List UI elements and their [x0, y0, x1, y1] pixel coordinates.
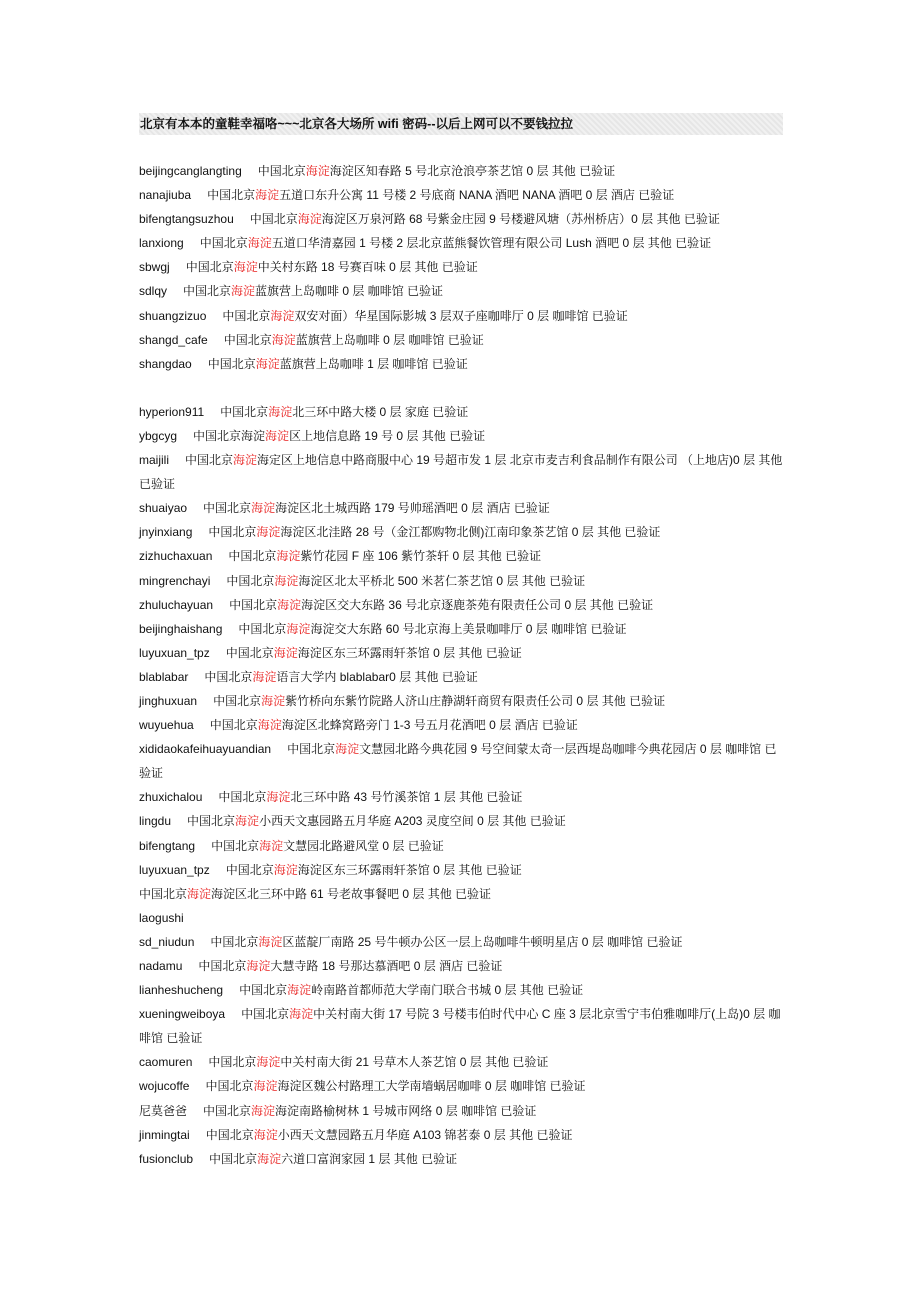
district-highlight: 海淀 [233, 453, 258, 468]
location-detail: 中关村南大街 17 号院 3 号楼韦伯时代中心 C 座 3 层北京雪宁韦伯雅咖啡厅(上岛)0 层 咖啡馆 已验证 [139, 1007, 781, 1046]
location-detail: 海淀区知春路 5 号北京沧浪亭茶艺馆 0 层 其他 已验证 [329, 164, 616, 178]
wifi-entry [139, 1123, 783, 1147]
location-prefix: 中国北京 [207, 356, 256, 371]
district-highlight: 海淀 [252, 669, 277, 684]
wifi-entry [139, 279, 783, 303]
district-highlight: 海淀 [257, 718, 282, 733]
district-highlight: 海淀 [335, 742, 360, 757]
district-highlight: 海淀 [235, 814, 260, 829]
location-prefix: 中国北京 [223, 332, 272, 347]
wifi-entry [139, 713, 783, 737]
location-prefix: 中国北京 [228, 549, 277, 564]
location-prefix: 中国北京 [204, 669, 253, 684]
location-prefix: 中国北京 [203, 501, 252, 516]
wifi-entry [139, 882, 783, 906]
wifi-entry [139, 448, 783, 496]
location-detail: 五道口东升公寓 11 号楼 2 号底商 NANA 酒吧 NANA 酒吧 0 层 酒店 已验证 [279, 188, 675, 203]
location-prefix: 中国北京 [210, 934, 259, 949]
location-detail: 语言大学内 blablabar0 层 其他 已验证 [276, 669, 478, 684]
wifi-ssid: bifengtangsuzhou [139, 212, 234, 227]
document-title: 北京有本本的童鞋幸福咯~~~北京各大场所 wifi 密码--以后上网可以不要钱拉拉 [139, 113, 783, 135]
wifi-entry [139, 593, 783, 617]
location-detail: 文慧园北路今典花园 9 号空间蒙太奇一层西堤岛咖啡今典花园店 0 层 咖啡馆 已验证 [139, 742, 777, 781]
district-highlight: 海淀 [277, 597, 302, 612]
wifi-ssid: lingdu [139, 814, 172, 829]
district-highlight: 海淀 [305, 164, 330, 178]
wifi-ssid: ybgcyg [139, 428, 178, 443]
wifi-ssid: xididaokafeihuayuandian [139, 742, 272, 757]
location-detail: 蓝旗营上岛咖啡 0 层 咖啡馆 已验证 [295, 332, 484, 347]
wifi-group-2 [139, 400, 783, 1171]
wifi-ssid: shuangzizuo [139, 308, 207, 323]
wifi-ssid: nanajiuba [139, 188, 192, 203]
district-highlight: 海淀 [255, 188, 280, 203]
location-detail: 海淀区东三环露雨轩茶馆 0 层 其他 已验证 [297, 645, 522, 660]
district-highlight: 海淀 [271, 332, 296, 347]
wifi-group-1 [139, 159, 783, 376]
wifi-entry [139, 400, 783, 424]
document-page [139, 113, 783, 1171]
location-detail: 海淀交大东路 60 号北京海上美景咖啡厅 0 层 咖啡馆 已验证 [310, 621, 627, 636]
wifi-ssid: laogushi [139, 910, 184, 925]
location-detail: 海淀区魏公村路理工大学南墙蜗居咖啡 0 层 咖啡馆 已验证 [277, 1079, 586, 1094]
wifi-list [139, 159, 783, 1171]
wifi-entry [139, 978, 783, 1002]
district-highlight: 海淀 [256, 525, 281, 540]
wifi-entry [139, 665, 783, 689]
wifi-entry [139, 1099, 783, 1123]
location-prefix: 中国北京 [185, 453, 234, 468]
wifi-entry [139, 617, 783, 641]
wifi-entry [139, 231, 783, 255]
wifi-entry [139, 809, 783, 833]
district-highlight: 海淀 [253, 1127, 278, 1142]
location-detail: 紫竹花园 F 座 106 紫竹茶轩 0 层 其他 已验证 [300, 549, 542, 564]
wifi-ssid: lanxiong [139, 236, 184, 251]
wifi-entry [139, 737, 783, 785]
wifi-ssid: bifengtang [139, 838, 196, 853]
district-highlight: 海淀 [287, 983, 312, 998]
district-highlight: 海淀 [247, 236, 272, 251]
wifi-ssid: mingrenchayi [139, 573, 211, 588]
location-prefix: 中国北京 [238, 621, 287, 636]
wifi-ssid: luyuxuan_tpz [139, 645, 210, 660]
wifi-entry [139, 183, 783, 207]
wifi-entry [139, 954, 783, 978]
wifi-entry [139, 641, 783, 665]
district-highlight: 海淀 [258, 934, 283, 949]
wifi-ssid: sbwgj [139, 260, 170, 275]
wifi-ssid: wuyuehua [139, 718, 194, 733]
location-detail: 紫竹桥向东紫竹院路人济山庄静湖轩商贸有限责任公司 0 层 其他 已验证 [285, 693, 666, 708]
location-prefix: 中国北京 [208, 525, 257, 540]
wifi-entry [139, 785, 783, 809]
district-highlight: 海淀 [266, 790, 291, 805]
location-detail: 北三环中路大楼 0 层 家庭 已验证 [292, 404, 469, 419]
district-highlight: 海淀 [276, 549, 301, 564]
district-highlight: 海淀 [265, 428, 290, 443]
wifi-entry [139, 544, 783, 568]
location-detail: 中关村南大街 21 号草木人茶艺馆 0 层 其他 已验证 [280, 1055, 549, 1070]
wifi-ssid: maijili [139, 453, 169, 468]
district-highlight: 海淀 [273, 645, 298, 660]
wifi-ssid: caomuren [139, 1055, 193, 1070]
wifi-entry [139, 159, 783, 183]
location-prefix: 中国北京 [209, 1151, 258, 1166]
location-detail: 中关村东路 18 号赛百味 0 层 其他 已验证 [257, 260, 478, 275]
wifi-ssid: beijingcanglangting [139, 164, 242, 178]
district-highlight: 海淀 [257, 1151, 282, 1166]
location-detail: 五道口华清嘉园 1 号楼 2 层北京蓝熊餐饮管理有限公司 Lush 酒吧 0 层 其他 已验证 [271, 236, 712, 251]
location-prefix: 中国北京 [139, 886, 188, 901]
wifi-entry [139, 1147, 783, 1171]
location-prefix: 中国北京 [220, 404, 269, 419]
location-detail: 海淀区东三环露雨轩茶馆 0 层 其他 已验证 [297, 862, 522, 877]
location-prefix: 中国北京 [207, 188, 256, 203]
location-prefix: 中国北京 [213, 693, 262, 708]
district-highlight: 海淀 [286, 621, 311, 636]
location-detail: 蓝旗营上岛咖啡 0 层 咖啡馆 已验证 [255, 284, 444, 299]
wifi-ssid: zhuxichalou [139, 790, 203, 805]
wifi-ssid: fusionclub [139, 1151, 194, 1166]
location-detail: 海淀区北太平桥北 500 米茗仁茶艺馆 0 层 其他 已验证 [298, 573, 586, 588]
location-prefix: 中国北京 [249, 212, 298, 227]
district-highlight: 海淀 [253, 1079, 278, 1094]
district-highlight: 海淀 [246, 959, 271, 973]
location-detail: 海淀南路榆树林 1 号城市网络 0 层 咖啡馆 已验证 [275, 1103, 537, 1118]
wifi-ssid: luyuxuan_tpz [139, 862, 210, 877]
wifi-ssid: jnyinxiang [139, 525, 193, 540]
wifi-ssid: shuaiyao [139, 501, 188, 516]
district-highlight: 海淀 [187, 886, 212, 901]
district-highlight: 海淀 [251, 501, 276, 516]
wifi-entry [139, 1074, 783, 1098]
wifi-ssid: 尼莫爸爸 [139, 1103, 188, 1118]
location-detail: 文慧园北路避风堂 0 层 已验证 [283, 838, 444, 853]
location-prefix: 中国北京 [183, 284, 232, 299]
location-prefix: 中国北京 [241, 1007, 290, 1022]
wifi-entry [139, 304, 783, 328]
wifi-ssid: sd_niudun [139, 934, 195, 949]
location-prefix: 中国北京 [185, 260, 234, 275]
location-detail: 六道口富润家园 1 层 其他 已验证 [281, 1151, 458, 1166]
wifi-ssid: jinghuxuan [139, 693, 198, 708]
location-prefix: 中国北京 [187, 814, 236, 829]
wifi-entry [139, 424, 783, 448]
location-detail: 岭南路首都师范大学南门联合书城 0 层 其他 已验证 [311, 983, 584, 998]
wifi-ssid: blablabar [139, 669, 189, 684]
district-highlight: 海淀 [297, 212, 322, 227]
wifi-ssid: xueningweiboya [139, 1007, 226, 1022]
wifi-ssid: sdlqy [139, 284, 168, 299]
location-detail: 区上地信息路 19 号 0 层 其他 已验证 [289, 428, 486, 443]
location-prefix: 中国北京 [198, 959, 247, 973]
wifi-ssid: zizhuchaxuan [139, 549, 213, 564]
location-prefix: 中国北京 [205, 1079, 254, 1094]
wifi-ssid: shangdao [139, 356, 192, 371]
wifi-entry [139, 569, 783, 593]
location-detail: 小西天文慧园路五月华庭 A103 锦茗泰 0 层 其他 已验证 [277, 1127, 573, 1142]
location-prefix: 中国北京 [225, 862, 274, 877]
location-prefix: 中国北京 [205, 1127, 254, 1142]
wifi-ssid: jinmingtai [139, 1127, 190, 1142]
location-prefix: 中国北京 [211, 838, 260, 853]
location-detail: 小西天文惠园路五月华庭 A203 灵度空间 0 层 其他 已验证 [259, 814, 566, 829]
district-highlight: 海淀 [274, 573, 299, 588]
location-detail: 海淀区北洼路 28 号（金江都购物北侧)江南印象茶艺馆 0 层 其他 已验证 [280, 525, 661, 540]
location-detail: 海淀区北蜂窝路旁门 1-3 号五月花酒吧 0 层 酒店 已验证 [281, 718, 578, 733]
location-prefix: 中国北京 [229, 597, 278, 612]
location-detail: 海淀区交大东路 36 号北京逐鹿茶苑有限责任公司 0 层 其他 已验证 [301, 597, 654, 612]
location-prefix: 中国北京 [203, 1103, 252, 1118]
wifi-entry [139, 1050, 783, 1074]
wifi-entry [139, 858, 783, 882]
wifi-ssid: beijinghaishang [139, 621, 223, 636]
wifi-entry [139, 930, 783, 954]
location-detail: 海定区上地信息中路商服中心 19 号超市发 1 层 北京市麦吉利食品制作有限公司 （上地店)0 层 其他 已验证 [139, 453, 783, 492]
district-highlight: 海淀 [231, 284, 256, 299]
wifi-entry [139, 689, 783, 713]
district-highlight: 海淀 [270, 308, 295, 323]
wifi-entry [139, 906, 783, 930]
location-detail: 海淀区北三环中路 61 号老故事餐吧 0 层 其他 已验证 [211, 886, 492, 901]
location-prefix: 中国北京 [226, 573, 275, 588]
location-detail: 海淀区万泉河路 68 号紫金庄园 9 号楼避风塘（苏州桥店）0 层 其他 已验证 [321, 212, 720, 227]
wifi-ssid: hyperion911 [139, 404, 205, 419]
wifi-ssid: lianheshucheng [139, 983, 224, 998]
district-highlight: 海淀 [233, 260, 258, 275]
wifi-ssid: wojucoffe [139, 1079, 190, 1094]
location-prefix: 中国北京 [222, 308, 271, 323]
district-highlight: 海淀 [259, 838, 284, 853]
location-prefix: 中国北京 [218, 790, 267, 805]
group-gap [139, 376, 783, 400]
location-detail: 北三环中路 43 号竹溪茶馆 1 层 其他 已验证 [290, 790, 523, 805]
location-prefix: 中国北京海淀 [193, 428, 266, 443]
location-prefix: 中国北京 [225, 645, 274, 660]
location-prefix: 中国北京 [199, 236, 248, 251]
wifi-ssid: shangd_cafe [139, 332, 208, 347]
location-detail: 区蓝靛厂南路 25 号牛顿办公区一层上岛咖啡牛顿明星店 0 层 咖啡馆 已验证 [282, 934, 683, 949]
location-prefix: 中国北京 [287, 742, 336, 757]
wifi-entry [139, 207, 783, 231]
wifi-entry [139, 1002, 783, 1050]
wifi-entry [139, 255, 783, 279]
district-highlight: 海淀 [256, 1055, 281, 1070]
location-detail: 海淀区北土城西路 179 号帅瑶酒吧 0 层 酒店 已验证 [275, 501, 550, 516]
wifi-entry [139, 496, 783, 520]
district-highlight: 海淀 [268, 404, 293, 419]
district-highlight: 海淀 [289, 1007, 314, 1022]
location-detail: 大慧寺路 18 号那达慕酒吧 0 层 酒店 已验证 [270, 959, 503, 973]
district-highlight: 海淀 [251, 1103, 276, 1118]
wifi-entry [139, 520, 783, 544]
district-highlight: 海淀 [273, 862, 298, 877]
location-prefix: 中国北京 [209, 718, 258, 733]
wifi-entry [139, 352, 783, 376]
district-highlight: 海淀 [255, 356, 280, 371]
location-detail: 双安对面）华星国际影城 3 层双子座咖啡厅 0 层 咖啡馆 已验证 [294, 308, 628, 323]
wifi-ssid: nadamu [139, 959, 183, 973]
location-detail: 蓝旗营上岛咖啡 1 层 咖啡馆 已验证 [279, 356, 468, 371]
district-highlight: 海淀 [261, 693, 286, 708]
location-prefix: 中国北京 [208, 1055, 257, 1070]
location-prefix: 中国北京 [257, 164, 306, 178]
location-prefix: 中国北京 [239, 983, 288, 998]
wifi-entry [139, 834, 783, 858]
wifi-entry [139, 328, 783, 352]
wifi-ssid: zhuluchayuan [139, 597, 214, 612]
